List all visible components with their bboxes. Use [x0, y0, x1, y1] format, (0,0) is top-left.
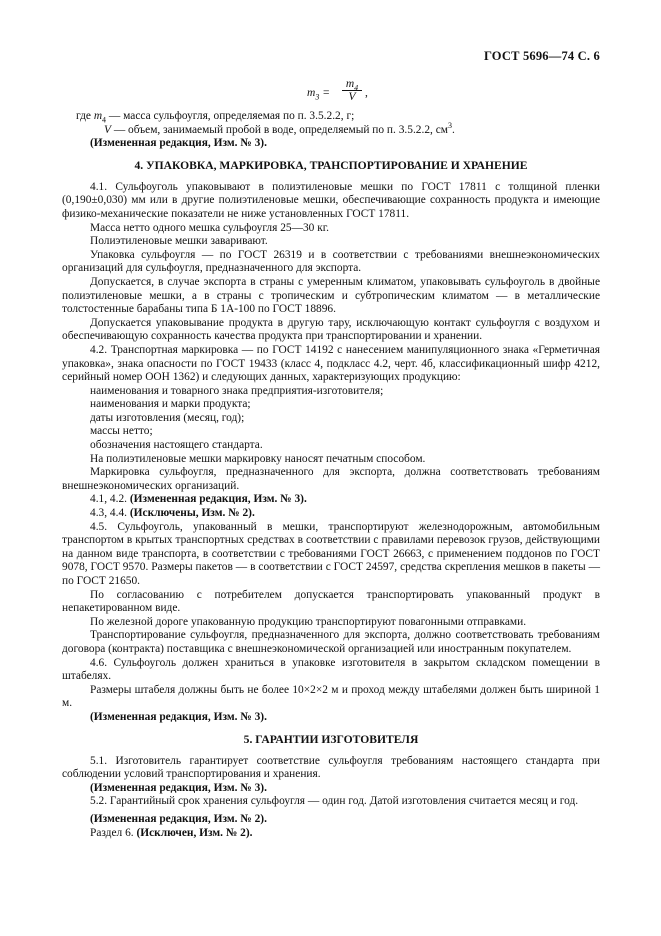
page-header: ГОСТ 5696—74 С. 6 — [483, 49, 600, 63]
where-line-1: где $m_4$ — масса сульфоугля, определяемая по п. 3.5.2.2, г; — [76, 110, 355, 125]
paragraph-4-5: 4.5. Сульфоуголь, упакованный в мешки, транспортируют железнодорожным, автомобильным транспортом в крытых транспортных средствах в соответствии с правилами перевозок грузов, действующими на данном виде транспорта, в соответствии с требованиями ГОСТ 26663, с применением поддонов по ГОСТ 9078, ГОСТ 9570. Размеры пакетов — в соответствии с ГОСТ 24597, средства скрепления мешков в пакеты — по ГОСТ 21650. — [62, 520, 600, 587]
list-item: наименования и товарного знака предприятия-изготовителя; — [90, 384, 384, 397]
paragraph-4-1: 4.1. Сульфоуголь упаковывают в полиэтиленовые мешки по ГОСТ 17811 с толщиной пленки (0,190±0,030) мм или в другие полиэтиленовые мешки, обеспечивающие сохранность продукта и имеющие физико-механические показатели не ниже установленных ГОСТ 17811. — [62, 180, 600, 220]
section-4-heading: 4. УПАКОВКА, МАРКИРОВКА, ТРАНСПОРТИРОВАНИЕ И ХРАНЕНИЕ — [134, 158, 528, 172]
amendment-note: (Измененная редакция, Изм. № 3). — [90, 137, 267, 150]
amendment-note: (Измененная редакция, Изм. № 2). — [90, 812, 267, 825]
where-line-2: V — объем, занимаемый пробой в воде, определяемый по п. 3.5.2.2, $см^3$. — [104, 120, 455, 136]
list-item: массы нетто; — [90, 425, 153, 438]
paragraph: По согласованию с потребителем допускается транспортировать упакованный продукт в непакетированном виде. — [62, 588, 600, 615]
paragraph-4-2: 4.2. Транспортная маркировка — по ГОСТ 14192 с нанесением манипуляционного знака «Герметичная упаковка», знака опасности по ГОСТ 19433 (класс 4, подкласс 4.2, черт. 4б, классификационный шифр 4212, серийный номер ООН 1362) и следующих данных, характеризующих продукцию: — [62, 343, 600, 384]
paragraph: Транспортирование сульфоугля, предназначенного для экспорта, должно соответствовать требованиям договора (контракта) поставщика с внешнеэкономической организацией или иностранным покупателем. — [62, 629, 600, 655]
list-item: наименования и марки продукта; — [90, 398, 251, 411]
list-item: даты изготовления (месяц, год); — [90, 411, 245, 424]
section-6-note: Раздел 6. (Исключен, Изм. № 2). — [90, 826, 253, 839]
formula-tail: , — [365, 87, 368, 99]
paragraph: Маркировка сульфоугля, предназначенного для экспорта, должна соответствовать требованиям внешнеэкономических организаций. — [62, 466, 600, 492]
formula — [307, 78, 427, 106]
paragraph: На полиэтиленовые мешки маркировку наносят печатным способом. — [90, 452, 426, 465]
formula-denominator: V — [348, 91, 356, 103]
paragraph: Масса нетто одного мешка сульфоугля 25—30 кг. — [90, 221, 329, 234]
paragraph: Допускается, в случае экспорта в страны с умеренным климатом, упаковывать сульфоуголь в двойные полиэтиленовые мешки, а в страны с тропическим и субтропическим климатом — в металлические толстостенные барабаны типа Б 1А-100 по ГОСТ 18896. — [62, 275, 600, 316]
amendment-note: (Измененная редакция, Изм. № 3). — [90, 781, 267, 794]
paragraph-4-6: 4.6. Сульфоуголь должен храниться в упаковке изготовителя в закрытом складском помещении в штабелях. — [62, 656, 600, 683]
paragraph: Упаковка сульфоугля — по ГОСТ 26319 и в соответствии с требованиями внешнеэкономических организаций для сульфоугля, предназначенного для экспорта. — [62, 248, 600, 275]
paragraph-4-3-4-4: 4.3, 4.4. (Исключены, Изм. № 2). — [90, 507, 255, 520]
list-item: обозначения настоящего стандарта. — [90, 439, 263, 452]
formula-fraction — [342, 78, 362, 104]
formula-numerator: $m_4$ — [342, 78, 362, 91]
section-5-heading: 5. ГАРАНТИИ ИЗГОТОВИТЕЛЯ — [243, 732, 419, 746]
paragraph: Размеры штабеля должны быть не более 10×2×2 м и проход между штабелями должен быть шириной 1 м. — [62, 683, 600, 710]
paragraph-5-1: 5.1. Изготовитель гарантирует соответствие сульфоугля требованиям настоящего стандарта при соблюдении условий транспортирования и хранения. — [62, 754, 600, 781]
amendment-note: (Измененная редакция, Изм. № 3). — [90, 710, 267, 723]
formula-lhs: $m_3$ = — [307, 87, 330, 102]
body-text — [62, 110, 600, 840]
paragraph-4-1-4-2: 4.1, 4.2. (Измененная редакция, Изм. № 3). — [90, 493, 307, 506]
paragraph: Допускается упаковывание продукта в другую тару, исключающую контакт сульфоугля с воздухом и обеспечивающую сохранность качества продукта при транспортировании и хранении. — [62, 316, 600, 343]
paragraph: По железной дороге упакованную продукцию транспортируют повагонными отправками. — [90, 615, 527, 628]
paragraph-5-2: 5.2. Гарантийный срок хранения сульфоугля — один год. Датой изготовления считается месяц и год. — [90, 795, 579, 808]
paragraph: Полиэтиленовые мешки заваривают. — [90, 235, 268, 248]
